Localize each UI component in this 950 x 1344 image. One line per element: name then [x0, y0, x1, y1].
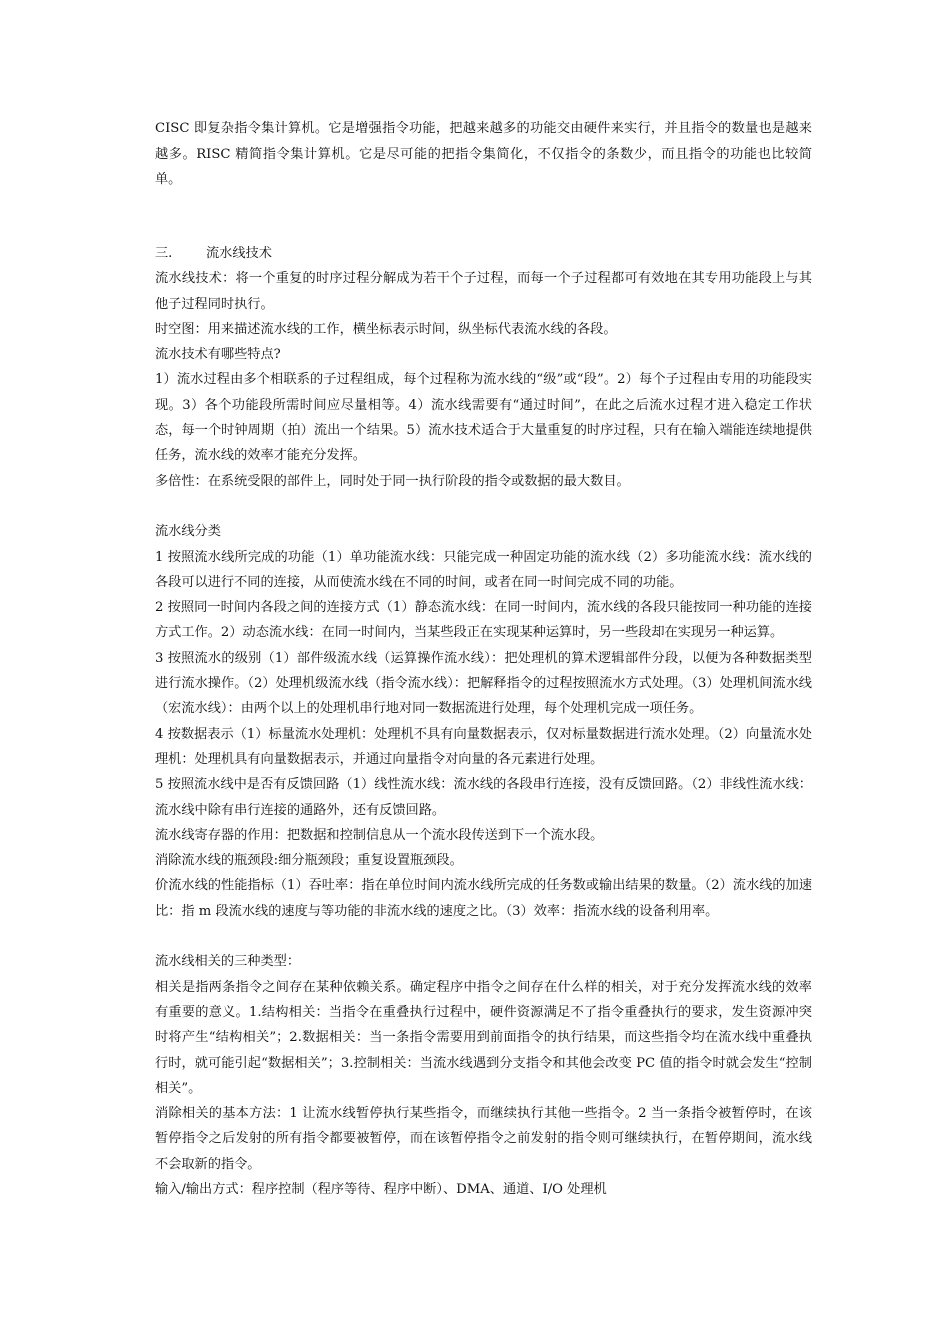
- register-role-paragraph: 流水线寄存器的作用：把数据和控制信息从一个流水段传送到下一个流水段。: [155, 827, 604, 843]
- section-title: 流水线技术: [206, 246, 272, 261]
- hazards-definition: 相关是指两条指令之间存在某种依赖关系。确定程序中指令之间存在什么样的相关，对于充分发挥流水线的效率有重要的意义。1.结构相关：当指令在重叠执行过程中，硬件资源满足不了指令重叠执行的要求，发生资源冲突时将产生“结构相关”；2.数据相关：当一条指令需要用到前面指令的执行结果，而这些指令均在流水线中重叠执行时，就可能引起“数据相关”；3.控制相关：当流水线遇到分支指令和其他会改变 PC 值的指令时就会发生“控制相关”。: [155, 979, 812, 1096]
- spacer: [155, 494, 812, 519]
- features-paragraph: 1）流水过程由多个相联系的子过程组成，每个过程称为流水线的“级”或“段”。2）每个子过程由专用的功能段实现。3）各个功能段所需时间应尽量相等。4）流水线需要有“通过时间”，在此之后流水过程才进入稳定工作状态，每一个时钟周期（拍）流出一个结果。5）流水技术适合于大量重复的时序过程，只有在输入端能连续地提供任务，流水线的效率才能充分发挥。: [155, 372, 812, 464]
- cisc-risc-paragraph: CISC 即复杂指令集计算机。它是增强指令功能，把越来越多的功能交由硬件来实行，并且指令的数量也是越来越多。RISC 精简指令集计算机。它是尽可能的把指令集简化，不仅指令的条数少，而且指令的功能也比较简单。: [155, 121, 812, 187]
- section-heading: [155, 241, 812, 266]
- intro-section: [155, 116, 812, 193]
- classification-item: 2 按照同一时间内各段之间的连接方式（1）静态流水线：在同一时间内，流水线的各段只能按同一种功能的连接方式工作。2）动态流水线：在同一时间内，当某些段正在实现某种运算时，另一些段却在实现另一种运算。: [155, 600, 812, 641]
- section-number: 三.: [155, 246, 173, 261]
- classification-title: 流水线分类: [155, 524, 221, 540]
- space-time-diagram-paragraph: 时空图：用来描述流水线的工作，横坐标表示时间，纵坐标代表流水线的各段。: [155, 321, 617, 337]
- hazard-elimination-paragraph: 消除相关的基本方法：1 让流水线暂停执行某些指令，而继续执行其他一些指令。2 当一条指令被暂停时，在该暂停指令之后发射的所有指令都要被暂停，而在该暂停指令之前发射的指令则可继续执行，在暂停期间，流水线不会取新的指令。: [155, 1106, 812, 1172]
- io-methods-paragraph: 输入/输出方式：程序控制（程序等待、程序中断）、DMA、通道、I/O 处理机: [155, 1181, 607, 1197]
- classification-item: 5 按照流水线中是否有反馈回路（1）线性流水线：流水线的各段串行连接，没有反馈回路。（2）非线性流水线：流水线中除有串行连接的通路外，还有反馈回路。: [155, 777, 812, 818]
- spacer: [155, 924, 812, 949]
- features-question: 流水技术有哪些特点?: [155, 347, 281, 363]
- multiplicity-paragraph: 多倍性：在系统受限的部件上，同时处于同一执行阶段的指令或数据的最大数目。: [155, 473, 630, 489]
- bottleneck-paragraph: 消除流水线的瓶颈段:细分瓶颈段；重复设置瓶颈段。: [155, 853, 463, 869]
- metrics-paragraph: 价流水线的性能指标（1）吞吐率：指在单位时间内流水线所完成的任务数或输出结果的数量。（2）流水线的加速比：指 m 段流水线的速度与等功能的非流水线的速度之比。（3）效率：指流水线的设备利用率。: [155, 878, 812, 919]
- hazards-title: 流水线相关的三种类型：: [155, 954, 301, 970]
- pipeline-definition: 流水线技术：将一个重复的时序过程分解成为若干个子过程，而每一个子过程都可有效地在其专用功能段上与其他子过程同时执行。: [155, 271, 812, 312]
- main-content: [155, 241, 812, 1202]
- classification-item: 1 按照流水线所完成的功能（1）单功能流水线：只能完成一种固定功能的流水线（2）多功能流水线：流水线的各段可以进行不同的连接，从而使流水线在不同的时间，或者在同一时间完成不同的功能。: [155, 549, 812, 590]
- classification-item: 3 按照流水的级别（1）部件级流水线（运算操作流水线）：把处理机的算术逻辑部件分段，以便为各种数据类型进行流水操作。（2）处理机级流水线（指令流水线）：把解释指令的过程按照流水方式处理。（3）处理机间流水线（宏流水线）：由两个以上的处理机串行地对同一数据流进行处理，每个处理机完成一项任务。: [155, 650, 812, 717]
- classification-item: 4 按数据表示（1）标量流水处理机：处理机不具有向量数据表示，仅对标量数据进行流水处理。（2）向量流水处理机：处理机具有向量数据表示，并通过向量指令对向量的各元素进行处理。: [155, 726, 812, 767]
